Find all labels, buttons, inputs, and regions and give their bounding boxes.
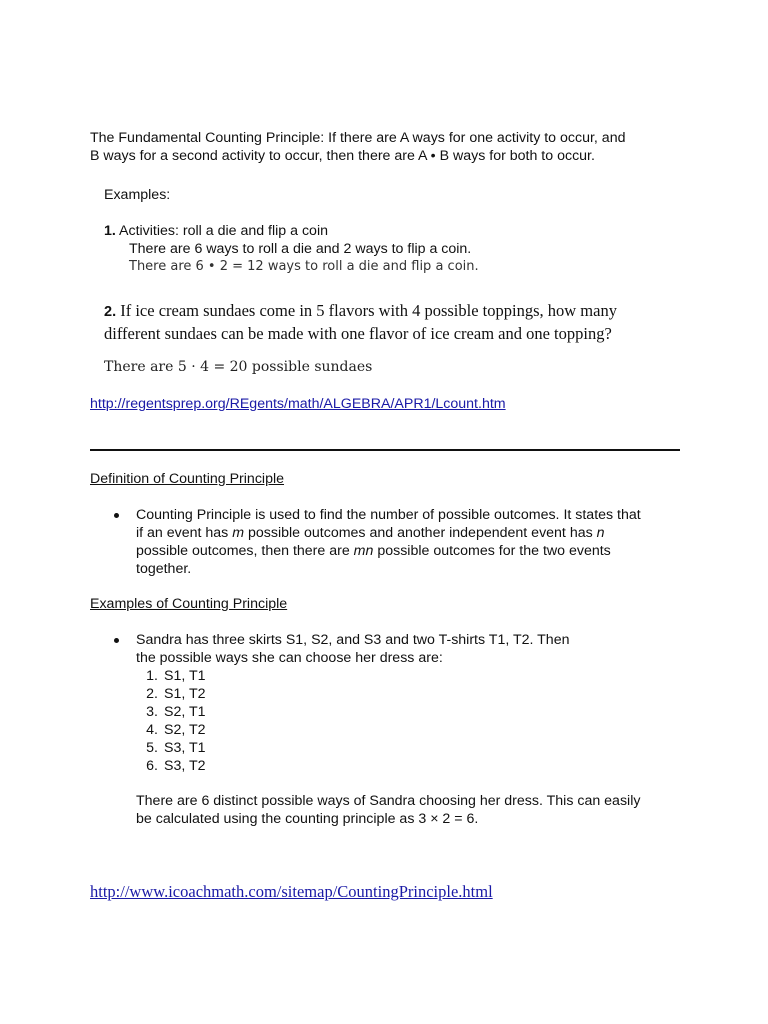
examples-label: Examples: <box>104 187 171 203</box>
definition-line-2: if an event has m possible outcomes and another independent event has n <box>136 525 605 541</box>
conclusion-line-1: There are 6 distinct possible ways of Sandra choosing her dress. This can easily <box>136 793 641 809</box>
definition-line-4: together. <box>136 561 192 577</box>
icoachmath-link[interactable]: http://www.icoachmath.com/sitemap/CountingPrinciple.html <box>90 882 493 901</box>
example-1 <box>104 222 479 276</box>
bullet-icon <box>114 513 119 518</box>
examples-cp-line-2: the possible ways she can choose her dress are: <box>136 650 443 666</box>
list-item: 5. S3, T1 <box>146 740 206 756</box>
section-divider <box>90 449 680 451</box>
list-item: 2. S1, T2 <box>146 686 206 702</box>
example-2-number: 2. <box>104 304 117 320</box>
examples-cp-conclusion <box>136 792 640 828</box>
example-2 <box>104 299 617 345</box>
examples-cp-text <box>136 631 569 775</box>
list-item: 1. S1, T1 <box>146 668 206 684</box>
list-item: 3. S2, T1 <box>146 704 206 720</box>
example-2-answer: There are 5 · 4 = 20 possible sundaes <box>104 359 373 375</box>
definition-heading: Definition of Counting Principle <box>90 471 285 487</box>
examples-cp-line-1: Sandra has three skirts S1, S2, and S3 and two T-shirts T1, T2. Then <box>136 632 570 648</box>
regentsprep-link[interactable]: http://regentsprep.org/REgents/math/ALGEBRA/APR1/Lcount.htm <box>90 396 506 412</box>
dress-choices-list <box>138 667 569 775</box>
bullet-icon <box>114 638 119 643</box>
intro-paragraph <box>90 129 625 165</box>
definition-text <box>136 506 641 578</box>
example-1-title: Activities: roll a die and flip a coin <box>119 223 328 239</box>
example-2-line-1: If ice cream sundaes come in 5 flavors with 4 possible toppings, how many <box>120 301 617 320</box>
definition-line-3: possible outcomes, then there are mn possible outcomes for the two events <box>136 543 611 559</box>
intro-line-2: B ways for a second activity to occur, then there are A • B ways for both to occur. <box>90 148 595 164</box>
intro-line-1: The Fundamental Counting Principle: If there are A ways for one activity to occur, and <box>90 130 626 146</box>
example-2-line-2: different sundaes can be made with one flavor of ice cream and one topping? <box>104 324 612 343</box>
examples-cp-heading: Examples of Counting Principle <box>90 596 288 612</box>
list-item: 4. S2, T2 <box>146 722 206 738</box>
conclusion-line-2: be calculated using the counting principle as 3 × 2 = 6. <box>136 811 479 827</box>
definition-line-1: Counting Principle is used to find the number of possible outcomes. It states that <box>136 507 641 523</box>
example-1-line-2: There are 6 ways to roll a die and 2 ways to flip a coin. <box>129 241 472 257</box>
example-1-line-3: There are 6 • 2 = 12 ways to roll a die and flip a coin. <box>129 259 479 274</box>
example-1-number: 1. <box>104 223 116 239</box>
list-item: 6. S3, T2 <box>146 758 206 774</box>
